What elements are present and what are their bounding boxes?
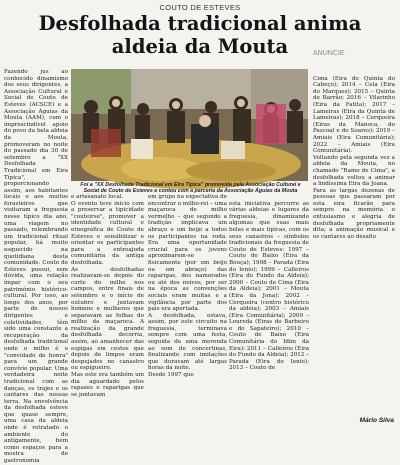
headline-line-2: aldeia da Mouta [111, 35, 289, 58]
event-photo [71, 69, 308, 181]
crowd-photo-illustration [71, 69, 308, 181]
section-kicker: COUTO DE ESTEVES [159, 3, 241, 12]
article-column-3: em grupo na expectativa de encontrar o milho-rei – uma maçaroca de milho vermelho – que segundo a tradição implicava um abraço e um beijo a todos os participantes na roda. Era uma oportunidade crucial para os jovens aproximarem-se fisicamente (por um beijo ou um abraço) das raparigas, dos namorados ou até dos noivos, por ser na época as convenções sociais eram muitas e a vigilância por parte dos pais era apertada. A desfolhada, estava, assim, por este circuito na freguesia, terminava sempre com uma festa, seguida de uma merenda ao som de concertinas, finalizando com imitações que duravam até largas horas da noite. Desde 1997 que [148, 194, 227, 379]
headline-line-1: Desfolhada tradicional anima [38, 12, 362, 35]
article-column-1: Fazendo jus ao conhecido dinamismo dos seus dirigentes, a Associação Cultural e Social de Couto de Esteves (ACSCE) e a Associação Águias da Mouta (AAM), com o imprescindível apoio do povo da bela aldeia da Mouta, promoveram no noite do passado dia 30 de setembro a "XX Desfolhada Tradicional em Eira Típica", proporcionando assim, aos habitantes locais e aos muitos forasteiros que visitaram a freguesia nesse típico dia ano, uma viagem no passado, relembrando um tradicional ritual popular, há muito esquecido na quotidiana desta comunidade. Couto de Esteves possui, sem dúvida, uma relação ímpar com o seu património histórico-cultural. Por isso, ao longo dos anos, por parte de nossos dirigentes e coletividades, têm sido uma constante a recuperação da desfolhada tradicional onde o milho é o "convidado de honra" para um grande convívio popular. Uma verdadeira noite tradicional com as danças, os trajes e os cantares das nossas terra. Na envolvência da desfolhada esteve que quase sempre, uma casa da aldeia onde é retratado o ambiente do antigamente, bem como espaços para a mostra de gastronomia [4, 69, 68, 465]
column-5-lead: Cima (Eira do Quinta do Cabeço); 2014 – Cela (Eira do Marques); 2015 – Quinta de Barrão; 2016 – Vilarinho (Eira da Fatita); 2017 – Lameiras (Eira da Quinta de Lameiras); 2018 – Cerqueira (Eiras da Manoca, do Pascoal e do Soares); 2019 – Amiais (Eira Comunitária); 2022 – Amiais (Eira Comunitária). Voltando pela segunda vez a aldeia da Mouta, no chamado "Ramo de Cima", a desfolhada voltou a animar a lindíssima Eira da Joana. Para as largas dezenas de pessoas que passaram por esta eira ficarão para sempre na memória o entusiasmo e alegria de desfolhada propriamente dita; a animação musical e os cantares ao desafio [313, 75, 395, 240]
photo-caption: Foi a "XX Desfolhada Tradicional em Eira Típica" promovida pela Associação Cultural e Social de Couto de Esteves e contou com a parceria da Associação Águias da Mouta [80, 182, 301, 194]
edge-bleed-text: ANUNCIE [313, 50, 345, 57]
article-column-4 [229, 194, 309, 424]
column-4-text: esta iniciativa percorre as várias aldeias e lugares da freguesia, dinamizando algumas que suas mais belas e mais típicas, com os seus canastros – símbolos tradicionais da freguesia de Couto de Esteves: 1997 – Couto de Baixo (Eira da Bouça); 1998 – Parada (Eira do Ienio); 1999 – Calleiros (Eira do Fundo da Aldeia); 2000 – Couto de Cima (Eira da Aldeia); 2001 – Mouta (Eira da Jona); 2002 – Cerqueira (centro histórico da aldeia); 2003 – Amiais (Eira Comunitária); 2009 – Loureda (Eiras do Barbeiro e do Sapateiro); 2010 – Couto de Baixo (Eira Comunitária do Idim da Eira); 2011 – Calleiros (Eira do Fundo da Aldeia); 2012 – Parada (Eira do Ienio); 2013 – Couto de [229, 200, 309, 372]
article-column-5 [313, 69, 395, 414]
article-column-2: e artesanato local. O evento teve início com a preservar a tipicidade "couteirse", promover a identidade cultural e etnográfica de Couto de Esteves e sensibilizar e orientar os participantes para a entreajuda comunitária da antiga desfolhada. As desfolhadas realizavam-se depois do corte do milho nos campos, entre finais de setembro e o início de outubro e juntavam homens e mulheres que separavam as folhas do milho da maçaroca. A realização da grande desfolhada decorria, assim, ao amanhecer das espigas em cestos que depois de limpos eram despejados no canastro ou espigueiro. Mas este era também um dia aguardado pelos rapazes e raparigas que se juntavam [71, 194, 144, 398]
author-byline: Mário Silva [359, 417, 394, 424]
